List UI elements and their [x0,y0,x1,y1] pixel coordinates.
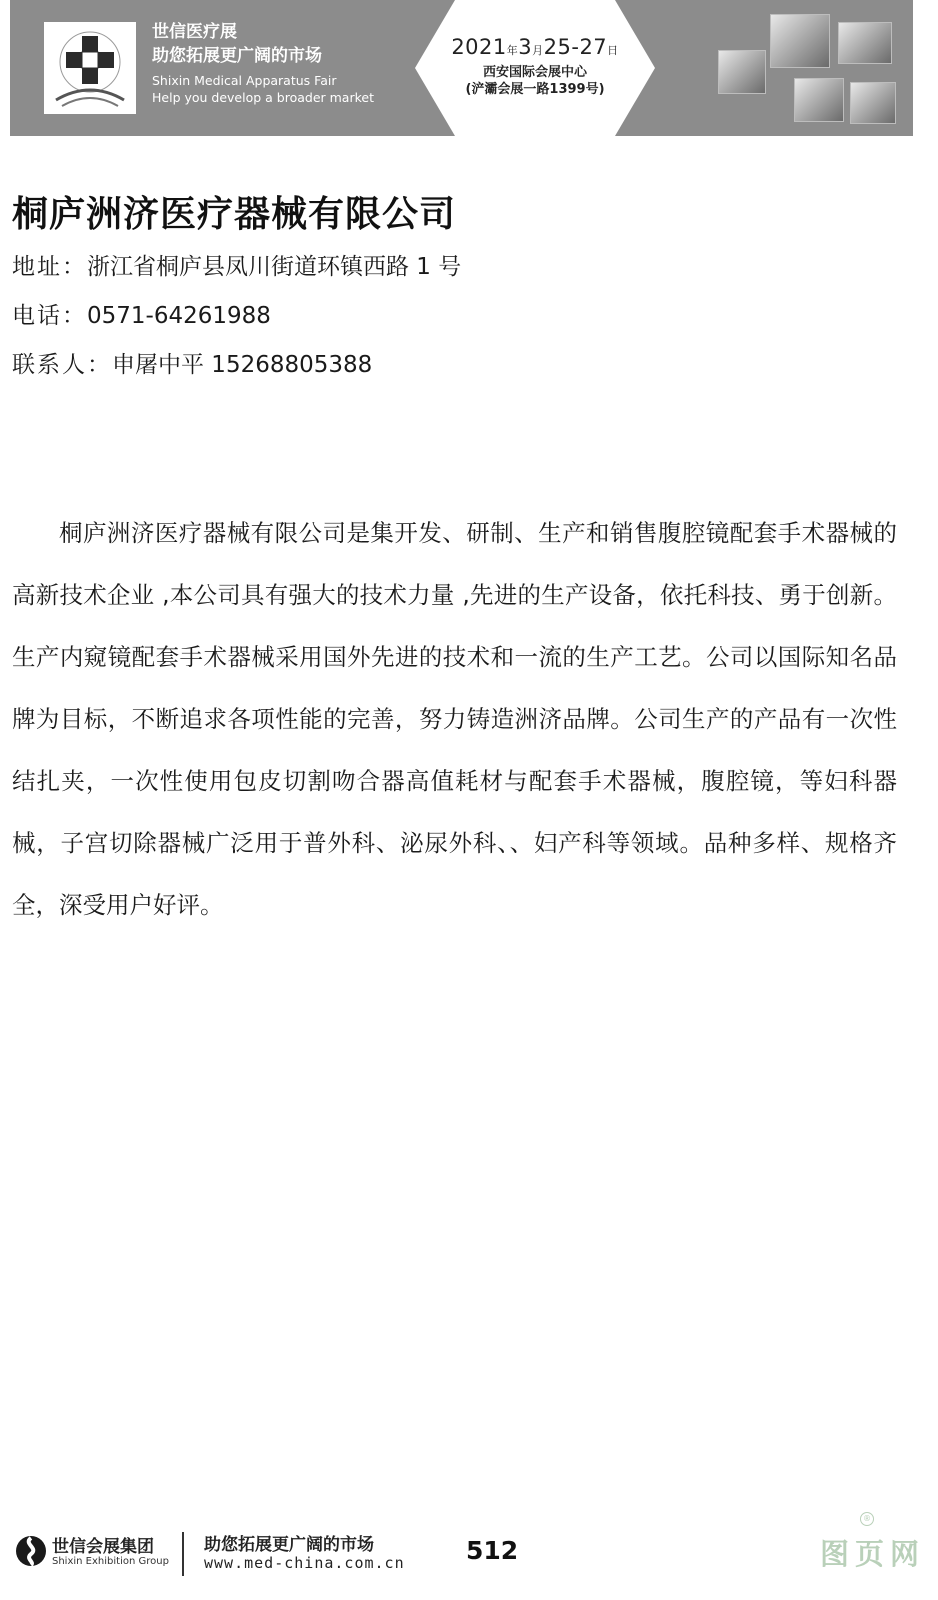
shixin-group-logo-icon [14,1534,48,1568]
banner-slogan-block [152,20,374,106]
company-phone [12,297,271,330]
contact-value: 申屠中平 15268805388 [112,352,373,378]
group-name-en: Shixin Exhibition Group [52,1556,169,1567]
product-photo [794,78,844,122]
fair-venue-address: (浐灞会展一路1399号) [465,82,605,97]
address-label: 地址： [12,254,87,280]
fair-name-en: Shixin Medical Apparatus Fair [152,73,337,88]
page-number: 512 [466,1536,519,1565]
product-photo [770,14,830,68]
product-photo [838,22,892,64]
fair-date: 2021年3月25-27日 [451,35,619,59]
footer-url: www.med-china.com.cn [204,1554,405,1572]
contact-label: 联系人： [12,352,112,378]
phone-value: 0571-64261988 [87,303,271,329]
company-address [12,248,461,281]
footer-slogan: 助您拓展更广阔的市场 [204,1535,374,1555]
header-banner [10,0,913,136]
address-value: 浙江省桐庐县凤川街道环镇西路 1 号 [87,254,462,280]
phone-label: 电话： [12,303,87,329]
company-name: 桐庐洲济医疗器械有限公司 [12,194,457,235]
site-watermark: 图页网 [820,1537,926,1571]
registered-mark: ® [860,1512,874,1526]
group-name-cn: 世信会展集团 [52,1537,154,1557]
medical-cross-logo-icon [44,22,136,114]
fair-date-badge [415,0,655,136]
company-contact [12,346,372,379]
fair-slogan-cn: 助您拓展更广阔的市场 [152,46,322,66]
fair-venue: 西安国际会展中心 [482,65,587,80]
product-photo-collage [710,8,910,128]
fair-slogan-en: Help you develop a broader market [152,90,374,105]
product-photo [850,82,896,124]
page-footer [0,1514,938,1600]
fair-name-cn: 世信医疗展 [152,22,237,42]
company-introduction: 桐庐洲济医疗器械有限公司是集开发、研制、生产和销售腹腔镜配套手术器械的高新技术企业 ,本公司具有强大的技术力量 ,先进的生产设备，依托科技、勇于创新。生产内窥镜配套手术器械采用国外先进的技术和一流的生产工艺。公司以国际知名品牌为目标，不断追求各项性能的完善，努力铸造洲济品牌。公司生产的产品有一次性结扎夹，一次性使用包皮切割吻合器高值耗材与配套手术器械，腹腔镜，等妇科器械，子宫切除器械广泛用于普外科、泌尿外科、、妇产科等领域。品种多样、规格齐全，深受用户好评。 [12,519,897,919]
footer-divider [182,1532,184,1576]
product-photo [718,50,766,94]
